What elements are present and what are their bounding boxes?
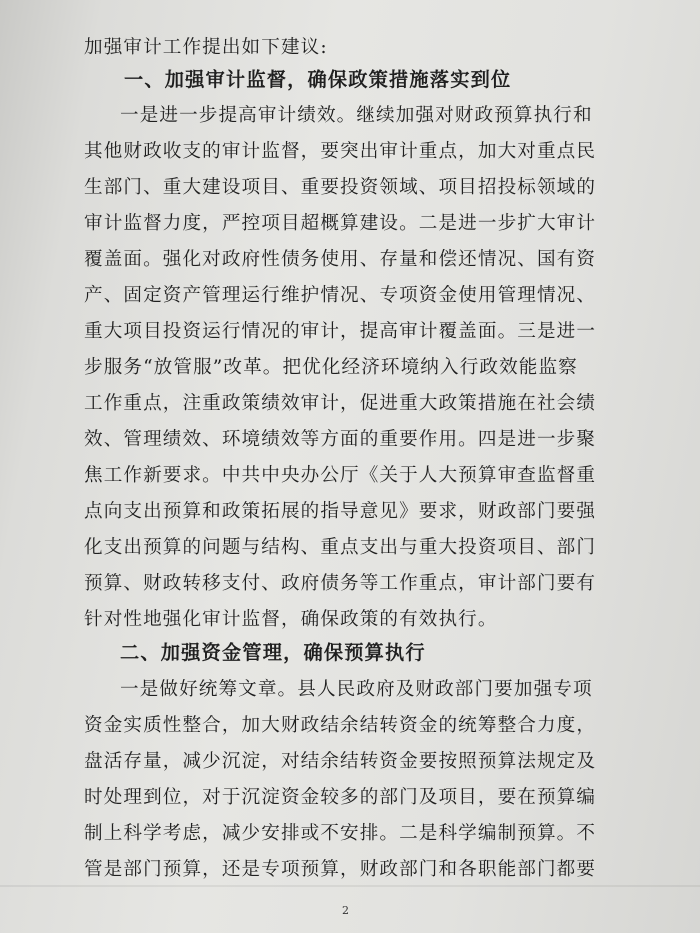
paragraph-line: 一是做好统筹文章。县人民政府及财政部门要加强专项: [120, 679, 593, 700]
paragraph-line: 制上科学考虑，减少安排或不安排。二是科学编制预算。不: [84, 823, 597, 844]
paragraph-line: 一是进一步提高审计绩效。继续加强对财政预算执行和: [120, 105, 593, 126]
paragraph-line: 资金实质性整合，加大财政结余结转资金的统筹整合力度，: [84, 715, 597, 736]
paragraph-line: 针对性地强化审计监督，确保政策的有效执行。: [84, 609, 498, 630]
paragraph-line: 覆盖面。强化对政府性债务使用、存量和偿还情况、国有资: [84, 249, 597, 270]
paragraph-line: 盘活存量，减少沉淀，对结余结转资金要按照预算法规定及: [84, 751, 597, 772]
paragraph-line: 步服务“放管服”改革。把优化经济环境纳入行政效能监察: [84, 357, 578, 378]
paragraph-line: 焦工作新要求。中共中央办公厅《关于人大预算审查监督重: [84, 465, 597, 486]
paragraph-line: 化支出预算的问题与结构、重点支出与重大投资项目、部门: [84, 537, 597, 558]
paragraph-line: 预算、财政转移支付、政府债务等工作重点，审计部门要有: [84, 573, 597, 594]
paragraph-line: 管是部门预算，还是专项预算，财政部门和各职能部门都要: [84, 859, 597, 880]
paragraph-line: 工作重点，注重政策绩效审计，促进重大政策措施在社会绩: [84, 393, 597, 414]
paper-fold-shadow: [0, 885, 700, 887]
paragraph-line: 重大项目投资运行情况的审计，提高审计覆盖面。三是进一: [84, 321, 597, 342]
paragraph-line: 效、管理绩效、环境绩效等方面的重要作用。四是进一步聚: [84, 429, 597, 450]
paragraph-line: 审计监督力度，严控项目超概算建设。二是进一步扩大审计: [84, 213, 597, 234]
paragraph-line: 产、固定资产管理运行维护情况、专项资金使用管理情况、: [84, 285, 597, 306]
paragraph-line: 时处理到位，对于沉淀资金较多的部门及项目，要在预算编: [84, 787, 597, 808]
section-heading: 一、加强审计监督，确保政策措施落实到位: [124, 68, 512, 91]
page-number: 2: [342, 904, 349, 917]
paragraph-line: 生部门、重大建设项目、重要投资领域、项目招投标领域的: [84, 177, 597, 198]
section-heading: 二、加强资金管理，确保预算执行: [120, 641, 426, 664]
paragraph-line: 其他财政收支的审计监督，要突出审计重点，加大对重点民: [84, 141, 597, 162]
paragraph-line: 点向支出预算和政策拓展的指导意见》要求，财政部门要强: [84, 501, 597, 522]
paragraph-line: 加强审计工作提出如下建议:: [84, 37, 328, 58]
